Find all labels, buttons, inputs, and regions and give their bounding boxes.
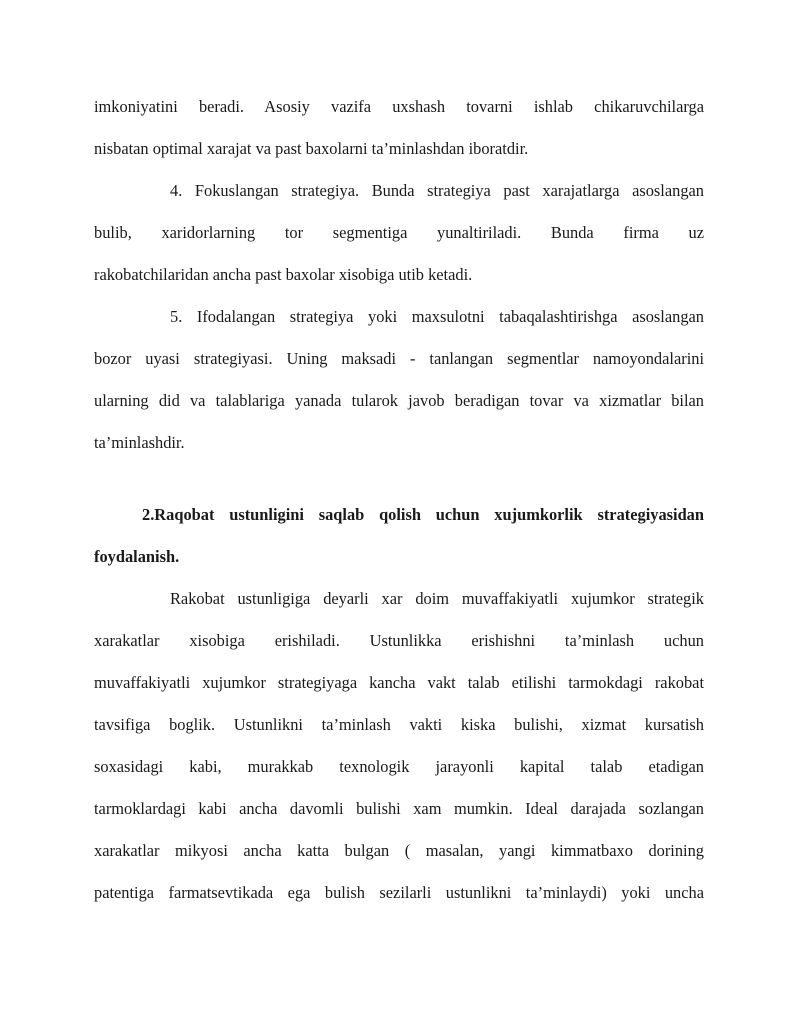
paragraph-2 <box>94 170 704 296</box>
heading-line: foydalanish. <box>94 547 180 566</box>
text-line: 4. Fokuslangan strategiya. Bunda strategiya past xarajatlarga asoslangan <box>170 181 704 200</box>
text-line: imkoniyatini beradi. Asosiy vazifa uxshash tovarni ishlab chikaruvchilarga <box>94 97 704 116</box>
text-line: xarakatlar xisobiga erishiladi. Ustunlikka erishishni ta’minlash uchun <box>94 631 704 650</box>
text-line: bozor uyasi strategiyasi. Uning maksadi - tanlangan segmentlar namoyondalarini <box>94 349 704 368</box>
paragraph-4 <box>94 578 704 914</box>
text-line: patentiga farmatsevtikada ega bulish sezilarli ustunlikni ta’minlaydi) yoki uncha <box>94 883 704 902</box>
text-line: rakobatchilaridan ancha past baxolar xisobiga utib ketadi. <box>94 265 473 284</box>
text-line: soxasidagi kabi, murakkab texnologik jarayonli kapital talab etadigan <box>94 757 704 776</box>
text-line: xarakatlar mikyosi ancha katta bulgan ( masalan, yangi kimmatbaxo dorining <box>94 841 704 860</box>
text-line: muvaffakiyatli xujumkor strategiyaga kancha vakt talab etilishi tarmokdagi rakobat <box>94 673 704 692</box>
text-line: bulib, xaridorlarning tor segmentiga yunaltiriladi. Bunda firma uz <box>94 223 704 242</box>
paragraph-gap <box>94 464 704 494</box>
heading-line: 2.Raqobat ustunligini saqlab qolish uchun xujumkorlik strategiyasidan <box>142 505 704 524</box>
document-page <box>94 86 704 914</box>
text-line: ularning did va talablariga yanada tularok javob beradigan tovar va xizmatlar bilan <box>94 391 704 410</box>
text-line: tavsifiga boglik. Ustunlikni ta’minlash vakti kiska bulishi, xizmat kursatish <box>94 715 704 734</box>
paragraph-1 <box>94 86 704 170</box>
text-line: ta’minlashdir. <box>94 433 185 452</box>
paragraph-3 <box>94 296 704 464</box>
text-line: Rakobat ustunligiga deyarli xar doim muvaffakiyatli xujumkor strategik <box>170 589 704 608</box>
text-line: tarmoklardagi kabi ancha davomli bulishi xam mumkin. Ideal darajada sozlangan <box>94 799 704 818</box>
text-line: nisbatan optimal xarajat va past baxolarni ta’minlashdan iboratdir. <box>94 139 529 158</box>
section-heading <box>94 494 704 578</box>
text-line: 5. Ifodalangan strategiya yoki maxsulotni tabaqalashtirishga asoslangan <box>170 307 704 326</box>
